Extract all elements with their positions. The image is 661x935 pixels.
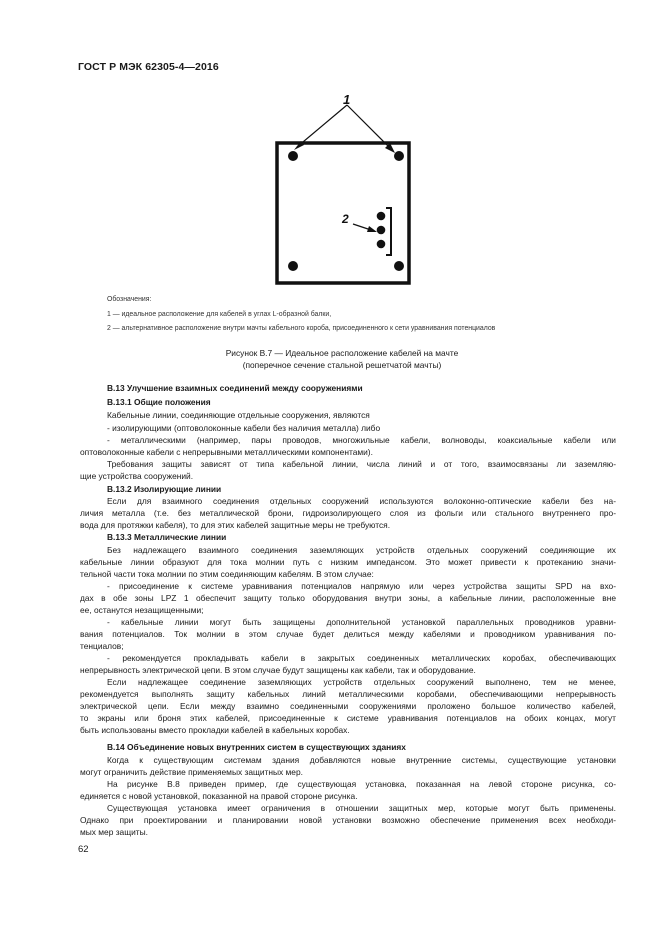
paragraph-line: личия металла (т.е. без металлической брони, гидроизолирующего слоя из фольги или стального внутреннего про- <box>80 508 616 518</box>
cable-dot-bottom-right <box>394 261 404 271</box>
paragraph-line: Если надлежащее соединение заземляющих устройств отдельных сооружений выполнено, тем не менее, <box>107 677 616 687</box>
paragraph-line: то экраны или броня этих кабелей, присоединенные к системе уравнивания потенциалов на обоих концах, могут <box>80 713 616 723</box>
figure-label-2: 2 <box>342 212 349 226</box>
list-item-line: вания потенциалов. Ток молнии в этом случае будет делиться между кабелями и проводником уравнивания по- <box>80 629 616 639</box>
cable-duct <box>386 208 391 255</box>
paragraph-line: рекомендуется выполнять защиту кабельных линий металлическими коробами, обеспечивающими непрерывность <box>80 689 616 699</box>
leader-line-1a <box>297 105 347 147</box>
duct-cable-dot-3 <box>377 240 386 249</box>
paragraph-line: Кабельные линии, соединяющие отдельные сооружения, являются <box>107 410 370 420</box>
cable-dot-top-left <box>288 151 298 161</box>
paragraph-line: щие устройства сооружений. <box>80 471 194 481</box>
paragraph-line: Когда к существующим системам здания добавляются новые внутренние системы, существующие установки <box>107 755 616 765</box>
paragraph-line: электрической цепи. Если между взаимно соединенными сооружениями проложено большое количество кабелей, <box>80 701 616 711</box>
paragraph-line: Существующая установка имеет ограничения в отношении защитных мер, которые могут быть применены. <box>107 803 616 813</box>
cable-dot-top-right <box>394 151 404 161</box>
list-item-line: - металлическими (например, пары проводов, многожильные кабели, волноводы, коаксиальные кабели или <box>107 435 616 445</box>
paragraph-line: Требования защиты зависят от типа кабельной линии, числа линий и от того, взаимосвязаны ли заземляю- <box>107 459 616 469</box>
paragraph-line: На рисунке В.8 приведен пример, где существующая установка, показанная на левой стороне рисунка, со- <box>107 779 616 789</box>
paragraph-line: Без надлежащего взаимного соединения заземляющих устройств отдельных сооружений соединяющие их <box>107 545 616 555</box>
paragraph-line: могут ограничить действие применяемых защитных мер. <box>80 767 303 777</box>
arrowhead-2 <box>367 226 377 232</box>
subsection-heading-b13-2: В.13.2 Изолирующие линии <box>107 484 222 494</box>
paragraph-line: быть использованы вместо прокладки кабелей в кабельных коробах. <box>80 725 350 735</box>
paragraph-line: кабельные линии образуют для тока молнии путь с низким импедансом. Это может привести к протеканию значи- <box>80 557 616 567</box>
paragraph-line: Если для взаимного соединения отдельных сооружений используются волоконно-оптические кабели без на- <box>107 496 616 506</box>
list-item-line: дах в обе зоны LPZ 1 обеспечит защиту только оборудования внутри зоны, а кабельные линии, расположенные вне <box>80 593 616 603</box>
list-item-line: - присоединение к системе уравнивания потенциалов напрямую или через устройства защиты SPD на вхо- <box>107 581 616 591</box>
section-heading-b13: В.13 Улучшение взаимных соединений между сооружениями <box>107 383 363 393</box>
list-item-line: непрерывность электрической цепи. В этом случае будут защищены как кабели, так и оборудование. <box>80 665 476 675</box>
legend-item-2: 2 — альтернативное расположение внутри мачты кабельного короба, присоединенного к сети уравнивания потенциалов <box>107 325 496 332</box>
list-item-line: тенциалов; <box>80 641 124 651</box>
list-item-line: - изолирующими (оптоволоконные кабели без наличия металла) либо <box>107 423 381 433</box>
legend-item-1: 1 — идеальное расположение для кабелей в углах L-образной балки, <box>107 311 332 318</box>
duct-cable-dot-2 <box>377 226 386 235</box>
paragraph-line: вода для протяжки кабеля), то для этих кабелей защитные меры не требуются. <box>80 520 391 530</box>
subsection-heading-b13-3: В.13.3 Металлические линии <box>107 532 227 542</box>
list-item-line: оптоволоконные кабели с непрерывными металлическими компонентами). <box>80 447 373 457</box>
cable-dot-bottom-left <box>288 261 298 271</box>
figure-caption-line-2: (поперечное сечение стальной решетчатой мачты) <box>242 360 442 370</box>
paragraph-line: Однако при проектировании и планировании новой установки возможно обеспечение применения всех необходи- <box>80 815 616 825</box>
paragraph-line: мых мер защиты. <box>80 827 148 837</box>
figure-label-1: 1 <box>343 92 351 107</box>
list-item-line: - кабельные линии могут быть защищены дополнительной установкой параллельных проводников уравни- <box>107 617 616 627</box>
list-item-line: - рекомендуется прокладывать кабели в закрытых соединенных металлических коробах, обеспечивающих <box>107 653 616 663</box>
paragraph-line: единяется с новой установкой, показанной на правой стороне рисунка. <box>80 791 358 801</box>
document-header: ГОСТ Р МЭК 62305-4—2016 <box>78 61 219 73</box>
figure-caption <box>100 347 584 371</box>
figure-caption-line-1: Рисунок В.7 — Идеальное расположение кабелей на мачте <box>225 348 459 358</box>
duct-cable-dot-1 <box>377 212 386 221</box>
paragraph-line: тельной части тока молнии по этим соединяющим кабелям. В этом случае: <box>80 569 374 579</box>
section-heading-b14: В.14 Объединение новых внутренних систем в существующих зданиях <box>107 742 406 752</box>
page-number: 62 <box>78 844 89 855</box>
list-item-line: ее, останутся незащищенными; <box>80 605 204 615</box>
mast-cross-section-figure <box>250 88 430 293</box>
subsection-heading-b13-1: В.13.1 Общие положения <box>107 397 211 407</box>
mast-diagram <box>250 88 430 288</box>
legend-title: Обозначения: <box>107 296 152 303</box>
